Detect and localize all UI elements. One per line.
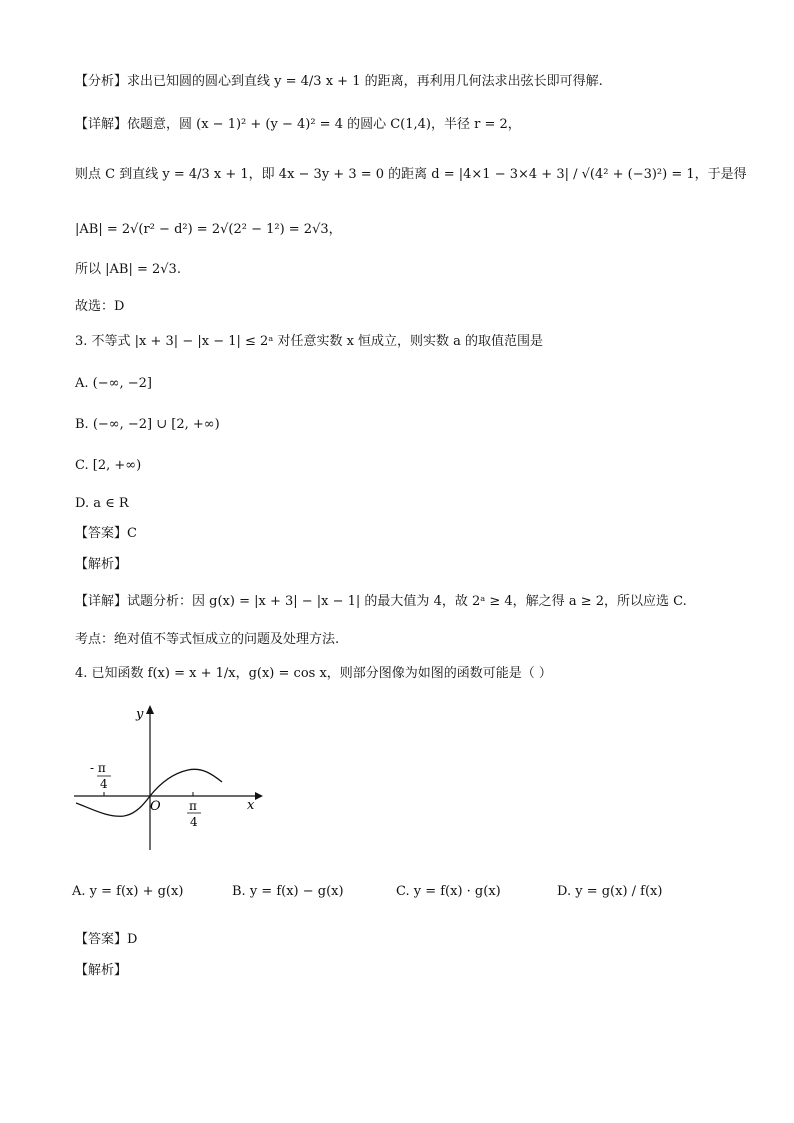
q3-stem	[75, 332, 543, 352]
explain-tag: 【解析】	[75, 557, 128, 572]
q3-answer	[75, 524, 137, 544]
y-axis-arrow-icon	[146, 705, 154, 714]
q3-option-c-text: C. [2, +∞)	[75, 458, 142, 473]
q4-option-b-text: B. y = f(x) − g(x)	[232, 884, 344, 899]
q2-detail-text2: 则点 C 到直线 y = 4/3 x + 1，即 4x − 3y + 3 = 0 的距离 d = |4×1 − 3×4 + 3| / √(4² + (−3)²) = 1，于是得	[75, 167, 747, 182]
detail-tag: 【详解】	[75, 117, 128, 132]
q4-option-d-text: D. y = g(x) / f(x)	[557, 884, 663, 899]
q4-stem-text: 4. 已知函数 f(x) = x + 1/x，g(x) = cos x，则部分图像为如图的函数可能是（ ）	[75, 666, 552, 681]
q2-analysis	[75, 72, 603, 92]
function-graph	[70, 700, 270, 855]
q4-option-d	[557, 884, 662, 899]
pos-tick-label-den: 4	[190, 815, 198, 829]
neg-tick-label-num: - π	[90, 761, 106, 775]
q4-answer	[75, 930, 137, 950]
q3-detail	[75, 592, 687, 612]
q3-option-a	[75, 374, 152, 394]
answer-tag: 【答案】	[75, 526, 128, 541]
q2-detail-line4	[75, 260, 181, 280]
q3-detail-text: 试题分析：因 g(x) = |x + 3| − |x − 1| 的最大值为 4，故 2ᵃ ≥ 4，解之得 a ≥ 2，所以应选 C.	[127, 594, 687, 609]
q2-choice-text: 故选：D	[75, 299, 125, 314]
q2-detail-line2	[75, 165, 747, 185]
q3-stem-text: 3. 不等式 |x + 3| − |x − 1| ≤ 2ᵃ 对任意实数 x 恒成立，则实数 a 的取值范围是	[75, 334, 544, 349]
q3-option-a-text: A. (−∞, −2]	[75, 376, 152, 391]
neg-tick-label-den: 4	[100, 777, 108, 791]
q3-note-text: 考点：绝对值不等式恒成立的问题及处理方法.	[75, 632, 340, 647]
answer-tag: 【答案】	[75, 932, 128, 947]
q4-option-c	[396, 884, 501, 899]
q4-answer-value: D	[127, 932, 138, 947]
origin-label: O	[150, 799, 161, 814]
q3-note	[75, 630, 339, 650]
q3-answer-value: C	[127, 526, 137, 541]
q2-detail-text1: 依题意，圆 (x − 1)² + (y − 4)² = 4 的圆心 C(1,4)，半径 r = 2，	[127, 117, 521, 132]
q3-option-c	[75, 456, 141, 476]
q2-detail-text4: 所以 |AB| = 2√3.	[75, 262, 181, 277]
q4-explain	[75, 961, 127, 981]
q3-option-d-text: D. a ∈ R	[75, 496, 129, 511]
explain-tag: 【解析】	[75, 963, 128, 978]
q2-choice	[75, 297, 124, 317]
q3-option-b-text: B. (−∞, −2] ∪ [2, +∞)	[75, 417, 220, 432]
q2-detail-text3: |AB| = 2√(r² − d²) = 2√(2² − 1²) = 2√3，	[75, 222, 342, 237]
q3-option-b	[75, 415, 220, 435]
q2-analysis-text: 求出已知圆的圆心到直线 y = 4/3 x + 1 的距离，再利用几何法求出弦长即可得解.	[127, 74, 603, 89]
pos-tick-label-num: π	[189, 799, 197, 813]
y-axis-label: y	[136, 707, 144, 722]
q3-option-d	[75, 494, 129, 514]
q4-option-a-text: A. y = f(x) + g(x)	[72, 884, 184, 899]
x-axis-label: x	[247, 798, 255, 813]
q2-detail-line3	[75, 220, 342, 240]
q2-detail-line1	[75, 115, 521, 135]
q4-option-a	[72, 884, 183, 899]
analysis-tag: 【分析】	[75, 74, 128, 89]
x-axis-arrow-icon	[255, 792, 263, 800]
q4-option-b	[232, 884, 344, 899]
detail-tag: 【详解】	[75, 594, 128, 609]
q4-option-c-text: C. y = f(x) · g(x)	[396, 884, 501, 899]
q4-stem	[75, 664, 552, 684]
q3-explain	[75, 555, 127, 575]
